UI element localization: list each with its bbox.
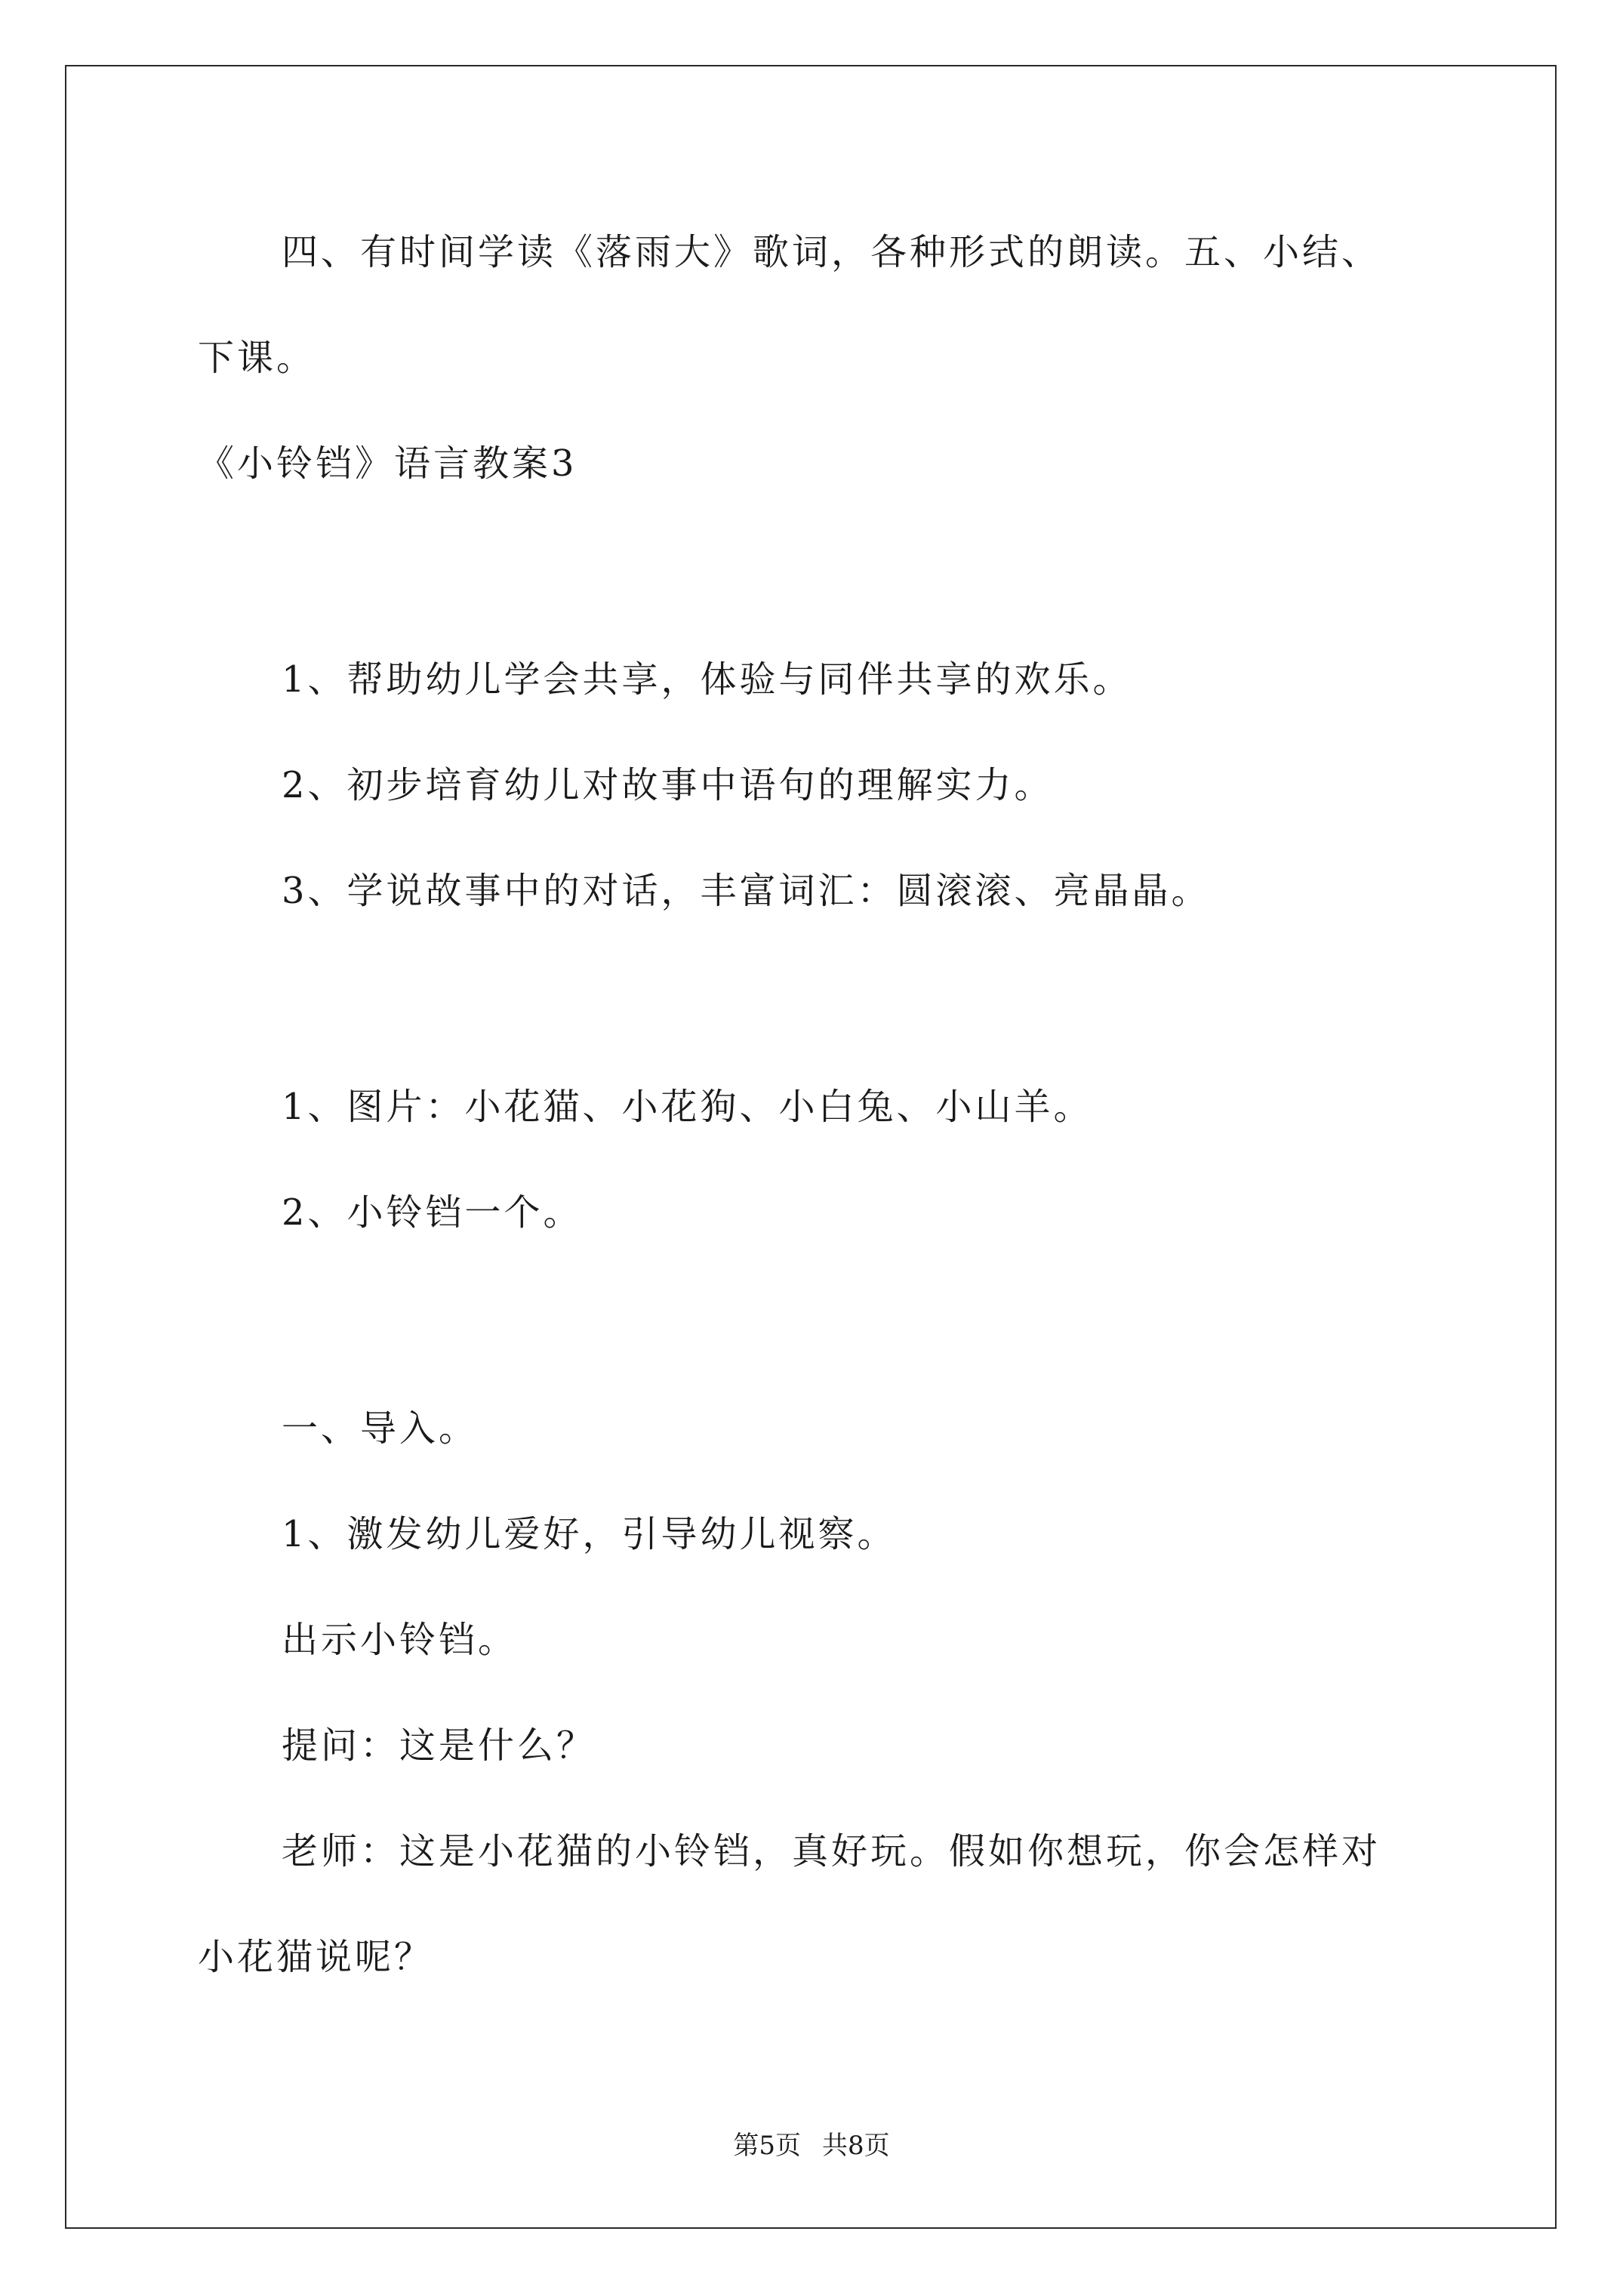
- paragraph-line: 3、学说故事中的对话，丰富词汇：圆滚滚、亮晶晶。: [282, 870, 1211, 912]
- paragraph-line: 提问：这是什么？: [282, 1724, 596, 1767]
- section-title: 《小铃铛》语言教案3: [198, 442, 577, 485]
- paragraph-line: 老师：这是小花猫的小铃铛，真好玩。假如你想玩，你会怎样对: [282, 1830, 1381, 1872]
- paragraph-line: 1、激发幼儿爱好，引导幼儿视察。: [282, 1513, 897, 1555]
- paragraph-line: 四、有时间学读《落雨大》歌词，各种形式的朗读。五、小结、: [282, 231, 1381, 273]
- paragraph-line: 1、图片：小花猫、小花狗、小白兔、小山羊。: [282, 1086, 1093, 1128]
- paragraph-line: 1、帮助幼儿学会共享，体验与同伴共享的欢乐。: [282, 658, 1132, 701]
- paragraph-line: 2、小铃铛一个。: [282, 1191, 583, 1234]
- paragraph-line: 2、初步培育幼儿对故事中语句的理解实力。: [282, 764, 1054, 806]
- paragraph-line: 出示小铃铛。: [282, 1619, 518, 1661]
- paragraph-line: 一、导入。: [282, 1407, 479, 1450]
- page-total: 共8页: [822, 2131, 890, 2161]
- paragraph-line: 下课。: [198, 337, 316, 379]
- page-border: [65, 65, 1557, 2229]
- paragraph-line: 小花猫说呢？: [198, 1936, 434, 1978]
- page-number: 第5页: [733, 2131, 801, 2161]
- page-footer: [0, 2131, 1623, 2161]
